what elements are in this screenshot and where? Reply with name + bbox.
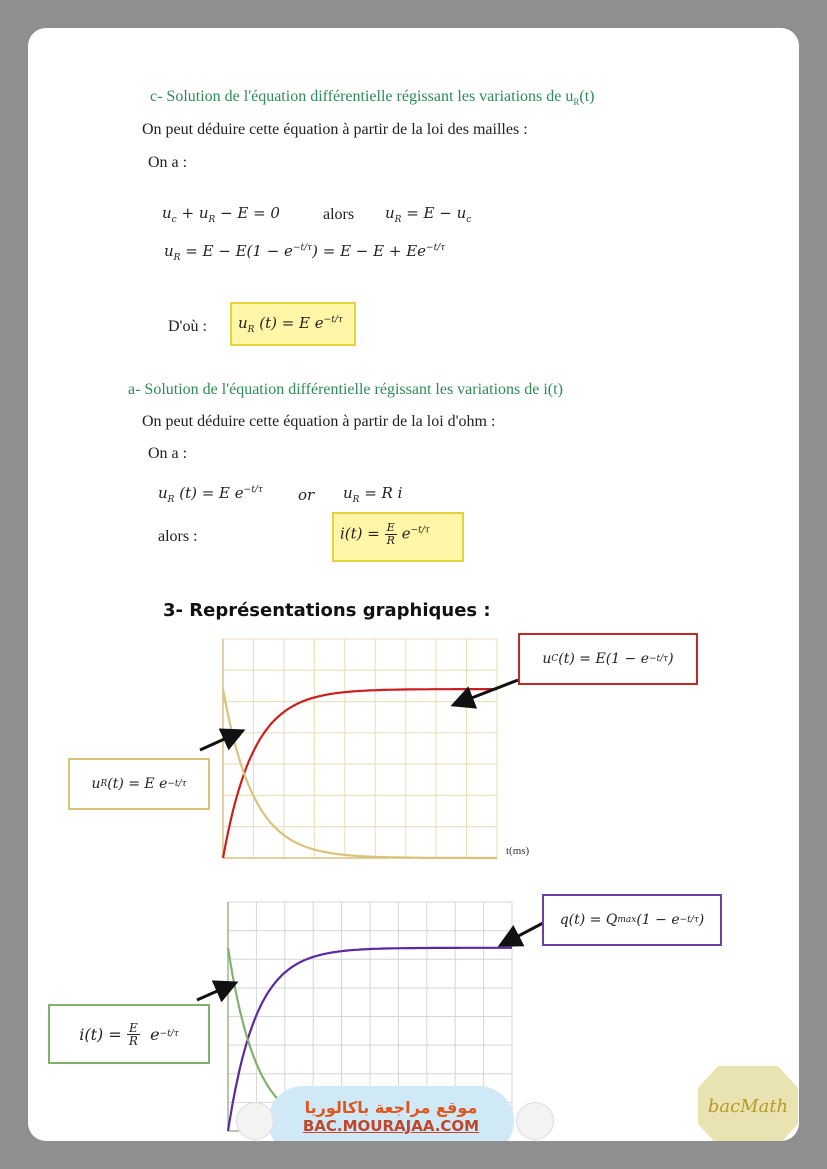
legend-ur-rest: (t) = E e xyxy=(107,776,168,792)
equation-ohm: $u_R = R$ i xyxy=(343,484,403,505)
legend-q: q(t) = Q max (1 − e −t/τ ) xyxy=(542,894,722,946)
section-a-intro: On peut déduire cette équation à partir de la loi d'ohm : xyxy=(142,413,496,430)
chart2-arrows xyxy=(193,908,548,1008)
arrow-to-i xyxy=(197,984,233,1000)
legend-i: i(t) = $\frac{E}{R}$ e −t/τ xyxy=(48,1004,210,1064)
watermark-url[interactable]: BAC.MOURAJAA.COM xyxy=(302,1117,480,1135)
section-c-title-sub: R xyxy=(573,97,580,108)
result-i-box xyxy=(332,512,464,562)
equation-ur-development: $u_R = E - E(1 - e^{-t/\tau}) = E - E + Ee^{-t/\tau}$ xyxy=(164,242,446,263)
legend-uc-rest: (t) = E(1 − e xyxy=(558,651,649,667)
site-logo-right-icon xyxy=(516,1102,554,1140)
legend-uc: u C (t) = E(1 − e −t/τ ) xyxy=(518,633,698,685)
graphs-heading: 3- Représentations graphiques : xyxy=(163,600,491,621)
section-a-title: a- Solution de l'équation différentielle régissant les variations de i(t) xyxy=(128,381,563,398)
chart1-xlabel: t(ms) xyxy=(506,845,530,857)
section-a-or: or xyxy=(298,486,315,504)
section-a-on-a: On a : xyxy=(148,445,188,462)
legend-ur-sub: R xyxy=(100,779,108,789)
arrow-to-ur xyxy=(200,732,240,750)
section-c-title-end: (t) xyxy=(579,88,595,105)
section-a-alors: alors : xyxy=(158,528,198,545)
watermark-badge[interactable] xyxy=(268,1086,514,1141)
equation-ur-diff: $u_R = E - u_c$ xyxy=(385,204,472,225)
legend-ur-var: u xyxy=(91,776,101,792)
watermark-arabic: موقع مراجعة باكالوريا xyxy=(304,1098,478,1117)
result-ur-equation: $u_R$ (t) = E $e^{-t/\tau}$ xyxy=(238,314,343,335)
arrow-to-uc xyxy=(456,680,518,704)
legend-q-rest: (1 − e xyxy=(636,912,680,928)
legend-q-sub: max xyxy=(617,915,637,925)
site-logo-left-icon xyxy=(236,1102,274,1140)
equation-ur-exp: $u_R$ (t) = E $e^{-t/\tau}$ xyxy=(158,484,263,505)
section-c-title-text: c- Solution de l'équation différentielle régissant les variations de u xyxy=(150,88,574,105)
arrow-to-q xyxy=(503,922,545,944)
result-i-equation: i(t) = $\frac{E}{R}$ $e^{-t/\tau}$ xyxy=(340,521,430,547)
section-c-title xyxy=(150,88,594,107)
section-c-dou: D'où : xyxy=(168,318,207,335)
legend-uc-sub: C xyxy=(551,654,559,664)
bacmath-logo xyxy=(696,1064,799,1141)
legend-uc-var: u xyxy=(542,651,552,667)
document-page xyxy=(28,28,799,1141)
legend-i-pre: i(t) = xyxy=(79,1024,122,1044)
result-ur-box xyxy=(230,302,356,346)
legend-ur: u R (t) = E e −t/τ xyxy=(68,758,210,810)
equation-mailles: $u_c + u_R - E = 0$ xyxy=(162,204,280,225)
section-c-on-a: On a : xyxy=(148,154,188,171)
bacmath-logo-text: bacMath xyxy=(707,1096,789,1117)
legend-q-pre: q(t) = Q xyxy=(559,912,618,928)
section-c-intro: On peut déduire cette équation à partir de la loi des mailles : xyxy=(142,121,528,138)
chart1-arrows xyxy=(198,668,518,758)
section-c-alors: alors xyxy=(323,206,355,223)
